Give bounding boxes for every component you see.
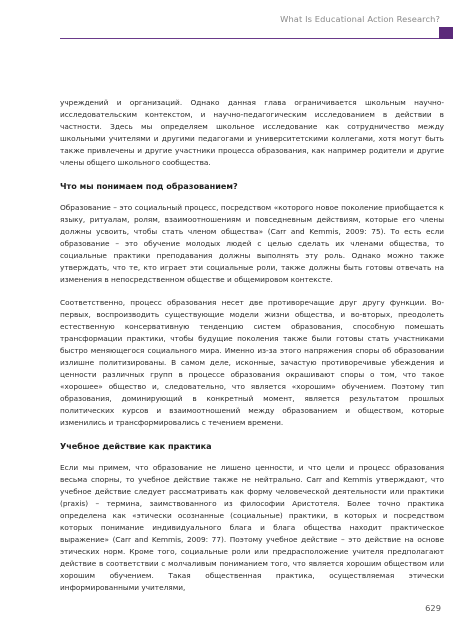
section-heading: Учебное действие как практика: [60, 441, 212, 451]
header-rule: [60, 38, 439, 39]
paragraph: Соответственно, процесс образования несет две противоречащие друг другу функции. Во-первых, воспроизводить существующие модели жизни общества, и во-вторых, преодолеть естественную консервативную тенденцию систем образования, способную помешать трансформации практики, чтобы будущие поколения также были готовы стать участниками быстро меняющегося социального мира. Именно из-за этого напряжения споры об образовании излишне политизированы. В самом деле, исконные, зачастую противоречивые убеждения и ценности различных групп в процессе образования окрашивают споры о том, что такое «хорошее» общество и, следовательно, что является «хорошим» обучением. Поэтому тип образования, доминирующий в конкретный момент, является результатом прошлых политических курсов и взаимоотношений между образованием и обществом, которые изменились и трансформировались с течением времени.: [60, 298, 444, 427]
section-heading: Что мы понимаем под образованием?: [60, 181, 238, 191]
body-text: [60, 97, 444, 605]
paragraph: Если мы примем, что образование не лишено ценности, и что цели и процесс образования весьма спорны, то учебное действие также не нейтрально. Carr and Kemmis утверждают, что учебное действие следует рассматривать как форму человеческой деятельности или практики (praxis) – термина, заимствованного из философии Аристотеля. Более точно практика определена как «этически осознанные (социальные) практики, в которых и посредством которых понимание индивидуального блага и блага общества находит практическое выражение» (Carr and Kemmis, 2009: 77). Поэтому учебное действие – это действие на основе этических норм. Кроме того, социальные роли или предрасположение учителя предполагают действие в соответствии с молчаливым пониманием того, что является хорошим обществом или хорошим обучением. Такая общественная практика, осуществляемая этически информированными учителями,: [60, 463, 444, 592]
header-accent-bar: [439, 27, 453, 39]
running-header: What Is Educational Action Research?: [280, 14, 440, 24]
paragraph: Образование – это социальный процесс, посредством «которого новое поколение приобщается к языку, ритуалам, ролям, взаимоотношениям и повседневным действиям, которые его члены должны усвоить, чтобы стать членом общества» (Carr and Kemmis, 2009: 75). То есть если образование – это обучение молодых людей с целью сделать их членами общества, то социальные практики преподавания должны выполнять эту роль. Однако можно также утверждать, что те, кто играет эти социальные роли, также должны быть готовы отвечать на изменения в непосредственном обществе и общемировом контексте.: [60, 203, 444, 284]
paragraph: учреждений и организаций. Однако данная глава ограничивается школьным научно-исследовательским контекстом, и научно-педагогическим исследованием в действии в частности. Здесь мы определяем школьное исследование как сотрудничество между школьными учителями и другими педагогами и университетскими коллегами, хотя могут быть также привлечены и другие участники процесса образования, как например родители и другие члены общего школьного сообщества.: [60, 98, 444, 167]
page-number: 629: [425, 603, 441, 613]
